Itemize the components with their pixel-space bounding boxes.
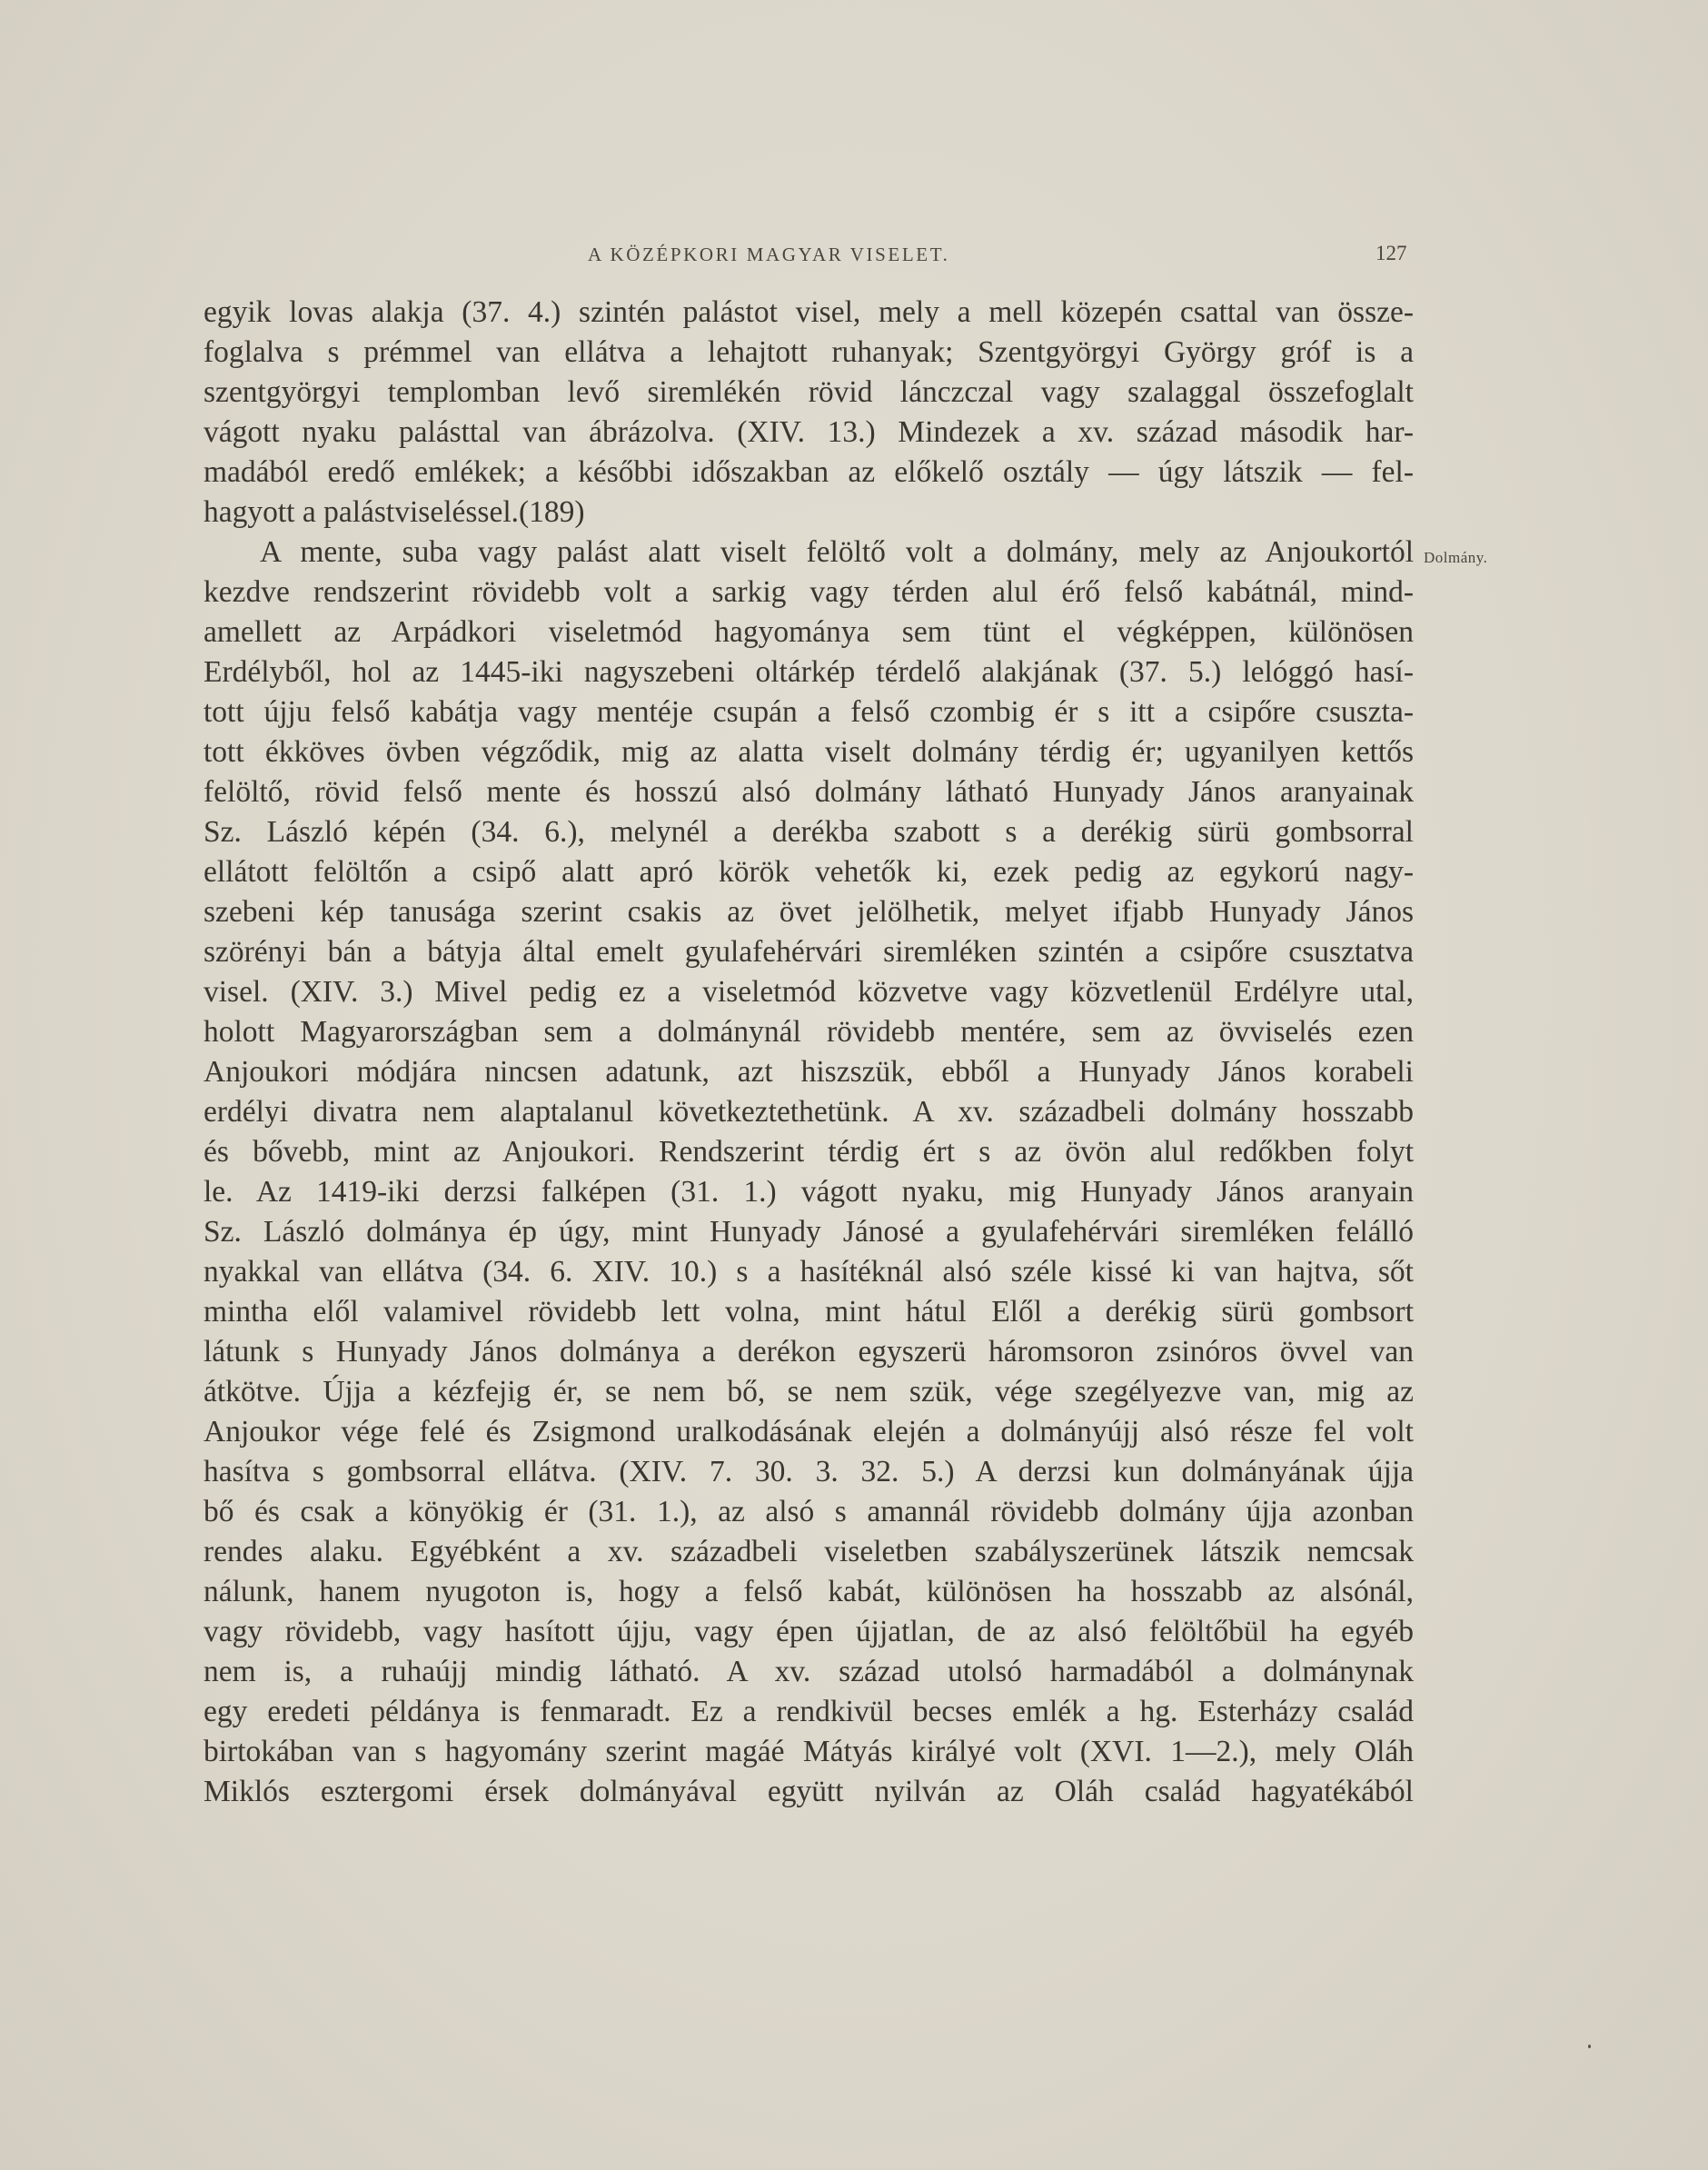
text-line: Miklós esztergomi érsek dolmányával együtt nyilván az Oláh család hagyatékából: [204, 1775, 1414, 1808]
text-line: hasítva s gombsorral ellátva. (XIV. 7. 30. 3. 32. 5.) A derzsi kun dolmányának újja: [204, 1455, 1414, 1488]
text-line: szebeni kép tanusága szerint csakis az övet jelölhetik, melyet ifjabb Hunyady János: [204, 895, 1414, 929]
text-line: madából eredő emlékek; a későbbi időszakban az előkelő osztály — úgy látszik — fel-: [204, 455, 1414, 489]
text-line: egy eredeti példánya is fenmaradt. Ez a rendkivül becses emlék a hg. Esterházy család: [204, 1695, 1414, 1728]
text-line: visel. (XIV. 3.) Mivel pedig ez a viseletmód közvetve vagy közvetlenül Erdélyre utal,: [204, 975, 1414, 1009]
text-line: erdélyi divatra nem alaptalanul következtethetünk. A xv. századbeli dolmány hosszabb: [204, 1095, 1414, 1129]
text-line: le. Az 1419-iki derzsi falképen (31. 1.) vágott nyaku, mig Hunyady János aranyain: [204, 1175, 1414, 1209]
text-line: Sz. László képén (34. 6.), melynél a derékba szabott s a derékig sürü gombsorral: [204, 815, 1414, 849]
text-line: hagyott a palástviseléssel.(189): [204, 495, 585, 529]
text-line: tott ékköves övben végződik, mig az alatta viselt dolmány térdig ér; ugyanilyen kettős: [204, 735, 1414, 769]
text-line: Sz. László dolmánya ép úgy, mint Hunyady Jánosé a gyulafehérvári siremléken felálló: [204, 1215, 1414, 1249]
text-line: szörényi bán a bátyja által emelt gyulafehérvári siremléken szintén a csipőre csusztatva: [204, 935, 1414, 969]
page-number: 127: [1375, 242, 1407, 264]
text-line: ellátott felöltőn a csipő alatt apró körök vehetők ki, ezek pedig az egykorú nagy-: [204, 855, 1414, 889]
margin-note: Dolmány.: [1424, 549, 1488, 566]
text-line: Erdélyből, hol az 1445-iki nagyszebeni oltárkép térdelő alakjának (37. 5.) lelóggó hasí-: [204, 655, 1414, 689]
text-line: nem is, a ruhaújj mindig látható. A xv. század utolsó harmadából a dolmánynak: [204, 1655, 1414, 1688]
running-title: A KÖZÉPKORI MAGYAR VISELET.: [588, 244, 950, 265]
text-line: nálunk, hanem nyugoton is, hogy a felső kabát, különösen ha hosszabb az alsónál,: [204, 1575, 1414, 1608]
text-line: kezdve rendszerint rövidebb volt a sarkig vagy térden alul érő felső kabátnál, mind-: [204, 575, 1414, 609]
text-line: holott Magyarországban sem a dolmánynál rövidebb mentére, sem az övviselés ezen: [204, 1015, 1414, 1049]
text-line: Anjoukor vége felé és Zsigmond uralkodásának elején a dolmányújj alsó része fel volt: [204, 1415, 1414, 1448]
text-line: átkötve. Újja a kézfejig ér, se nem bő, se nem szük, vége szegélyezve van, mig az: [204, 1375, 1414, 1409]
text-line: vagy rövidebb, vagy hasított újju, vagy épen újjatlan, de az alsó felöltőbül ha egyéb: [204, 1615, 1414, 1648]
text-line: és bővebb, mint az Anjoukori. Rendszerint térdig ért s az övön alul redőkben folyt: [204, 1135, 1414, 1169]
text-line: birtokában van s hagyomány szerint magáé Mátyás királyé volt (XVI. 1—2.), mely Oláh: [204, 1735, 1414, 1768]
text-line: egyik lovas alakja (37. 4.) szintén palástot visel, mely a mell közepén csattal van össze-: [204, 295, 1414, 329]
text-line: foglalva s prémmel van ellátva a lehajtott ruhanyak; Szentgyörgyi György gróf is a: [204, 335, 1414, 369]
paper-speck: [1588, 2045, 1591, 2048]
text-line: mintha elől valamivel rövidebb lett volna, mint hátul Elől a derékig sürü gombsort: [204, 1295, 1414, 1329]
text-line: amellett az Arpádkori viseletmód hagyománya sem tünt el végképpen, különösen: [204, 615, 1414, 649]
text-line: nyakkal van ellátva (34. 6. XIV. 10.) s a hasítéknál alsó széle kissé ki van hajtva, sőt: [204, 1255, 1414, 1289]
text-line: bő és csak a könyökig ér (31. 1.), az alsó s amannál rövidebb dolmány újja azonban: [204, 1495, 1414, 1528]
text-line: vágott nyaku palásttal van ábrázolva. (XIV. 13.) Mindezek a xv. század második har-: [204, 415, 1414, 449]
text-line: A mente, suba vagy palást alatt viselt felöltő volt a dolmány, mely az Anjoukortól: [260, 535, 1414, 569]
text-line: rendes alaku. Egyébként a xv. századbeli viseletben szabályszerünek látszik nemcsak: [204, 1535, 1414, 1568]
text-line: tott újju felső kabátja vagy mentéje csupán a felső czombig ér s itt a csipőre csuszta-: [204, 695, 1414, 729]
text-line: szentgyörgyi templomban levő siremlékén rövid lánczczal vagy szalaggal összefoglalt: [204, 375, 1414, 409]
text-line: felöltő, rövid felső mente és hosszú alsó dolmány látható Hunyady János aranyainak: [204, 775, 1414, 809]
body-text: [204, 293, 1414, 1812]
text-line: Anjoukori módjára nincsen adatunk, azt hiszszük, ebből a Hunyady János korabeli: [204, 1055, 1414, 1089]
text-line: látunk s Hunyady János dolmánya a derékon egyszerü háromsoron zsinóros övvel van: [204, 1335, 1414, 1369]
